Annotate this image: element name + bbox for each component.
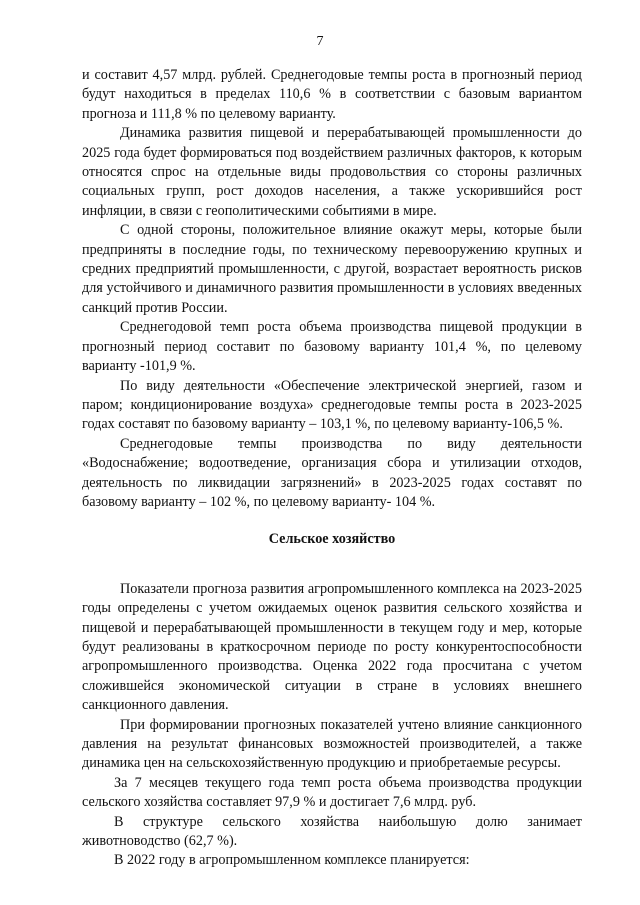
section-title: Сельское хозяйство <box>268 531 396 548</box>
paragraph: При формировании прогнозных показателей учтено влияние санкционного давления на результат финансовых возможностей производителей, а также динамика цен на сельскохозяйственную продукцию и приобретаемые ресурсы. <box>82 716 582 772</box>
page-number: 7 <box>316 34 324 49</box>
paragraph: По виду деятельности «Обеспечение электрической энергией, газом и паром; кондиционирование воздуха» среднегодовые темпы роста в 2023-2025 годах составят по базовому варианту – 103,1 %, по целевому варианту-106,5 %. <box>82 377 582 433</box>
paragraph: и составит 4,57 млрд. рублей. Среднегодовые темпы роста в прогнозный период будут находиться в пределах 110,6 % в соответствии с базовым вариантом прогноза и 111,8 % по целевому варианту. <box>82 67 582 122</box>
paragraph: В 2022 году в агропромышленном комплексе планируется: <box>114 852 470 869</box>
paragraph: Динамика развития пищевой и перерабатывающей промышленности до 2025 года будет формироваться под воздействием различных факторов, к которым относятся спрос на отдельные виды продовольствия со стороны различных социальных групп, рост доходов населения, а также ускорившийся рост инфляции, в связи с геополитическими событиями в мире. <box>82 125 582 219</box>
paragraph: Среднегодовой темп роста объема производства пищевой продукции в прогнозный период составит по базовому варианту 101,4 %, по целевому варианту -101,9 %. <box>82 319 582 375</box>
paragraph: Показатели прогноза развития агропромышленного комплекса на 2023-2025 годы определены с учетом ожидаемых оценок развития сельского хозяйства и пищевой и перерабатывающей промышленности в текущем году и мер, которые будут реализованы в краткосрочном периоде по росту конкурентоспособности агропромышленного производства. Оценка 2022 года просчитана с учетом сложившейся экономической ситуации в стране в условиях внешнего санкционного давления. <box>82 580 582 714</box>
document-body <box>82 66 582 871</box>
paragraph: В структуре сельского хозяйства наибольшую долю занимает животноводство (62,7 %). <box>82 813 582 850</box>
paragraph: За 7 месяцев текущего года темп роста объема производства продукции сельского хозяйства составляет 97,9 % и достигает 7,6 млрд. руб. <box>82 774 582 811</box>
paragraph: С одной стороны, положительное влияние окажут меры, которые были предприняты в последние годы, по техническому перевооружению крупных и средних предприятий промышленности, с другой, возрастает вероятность рисков для устойчивого и динамичного развития промышленности в условиях введенных санкций против России. <box>82 222 582 316</box>
paragraph: Среднегодовые темпы производства по виду деятельности «Водоснабжение; водоотведение, организация сбора и утилизации отходов, деятельность по ликвидации загрязнений» в 2023-2025 годах составят по базовому варианту – 102 %, по целевому варианту- 104 %. <box>82 435 582 510</box>
